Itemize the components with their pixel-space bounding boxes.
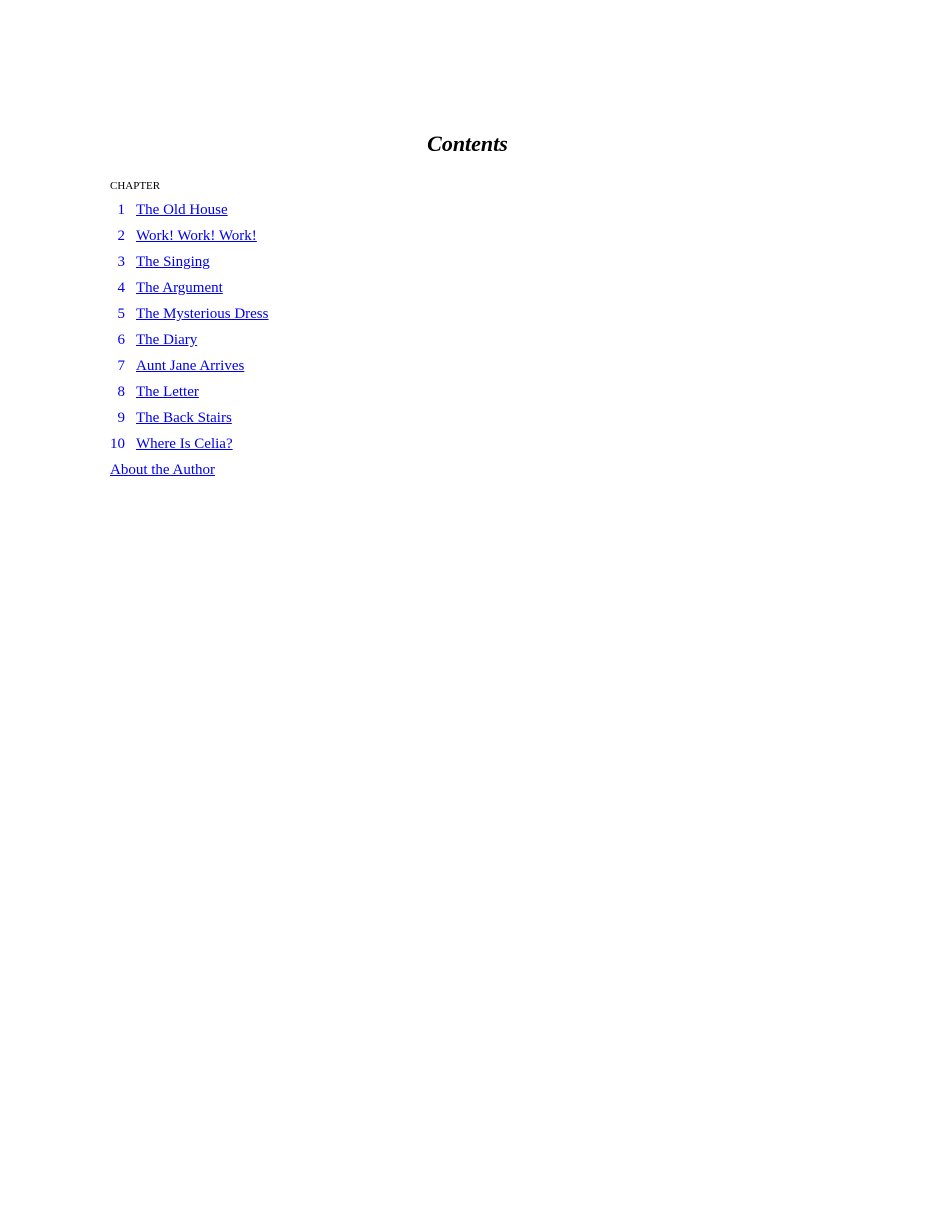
chapter-1-link[interactable] [110,202,228,218]
chapter-column-label: CHAPTER [110,180,161,192]
toc-item-chapter-10 [110,434,268,460]
chapter-7-link[interactable] [110,358,244,374]
toc-item-chapter-7 [110,356,268,382]
page-title: Contents [427,131,508,156]
chapter-title: The Mysterious Dress [136,306,269,322]
toc-item-chapter-2 [110,226,268,252]
chapter-title: Where Is Celia? [136,436,233,452]
chapter-number: 10 [110,436,125,452]
toc-item-about [110,460,268,484]
chapter-number: 7 [117,358,125,374]
chapter-number: 6 [117,332,125,348]
chapter-number: 3 [117,254,125,270]
chapter-title: The Diary [136,332,198,348]
chapter-3-link[interactable] [110,254,210,270]
chapter-title: The Back Stairs [136,410,232,426]
chapter-2-link[interactable] [110,228,257,244]
chapter-number: 1 [117,202,125,218]
chapter-8-link[interactable] [110,384,199,400]
toc-item-chapter-4 [110,278,268,304]
toc-item-chapter-8 [110,382,268,408]
chapter-title: Aunt Jane Arrives [136,358,245,374]
toc-item-chapter-1 [110,200,268,226]
chapter-title: The Argument [136,280,223,296]
chapter-title: The Letter [136,384,199,400]
toc-item-chapter-3 [110,252,268,278]
toc-item-chapter-5 [110,304,268,330]
chapter-10-link[interactable] [110,436,233,452]
chapter-9-link[interactable] [110,410,232,426]
toc-item-chapter-6 [110,330,268,356]
chapter-5-link[interactable] [110,306,268,322]
chapter-number: 4 [117,280,125,296]
chapter-title: Work! Work! Work! [136,228,257,244]
chapter-title: The Old House [136,202,228,218]
chapter-4-link[interactable] [110,280,223,296]
chapter-number: 5 [117,306,125,322]
chapter-title: The Singing [136,254,210,270]
chapter-number: 2 [117,228,125,244]
table-of-contents [110,200,268,484]
about-the-author-link[interactable]: About the Author [110,462,215,478]
chapter-number: 8 [117,384,125,400]
toc-item-chapter-9 [110,408,268,434]
chapter-6-link[interactable] [110,332,197,348]
chapter-number: 9 [117,410,125,426]
